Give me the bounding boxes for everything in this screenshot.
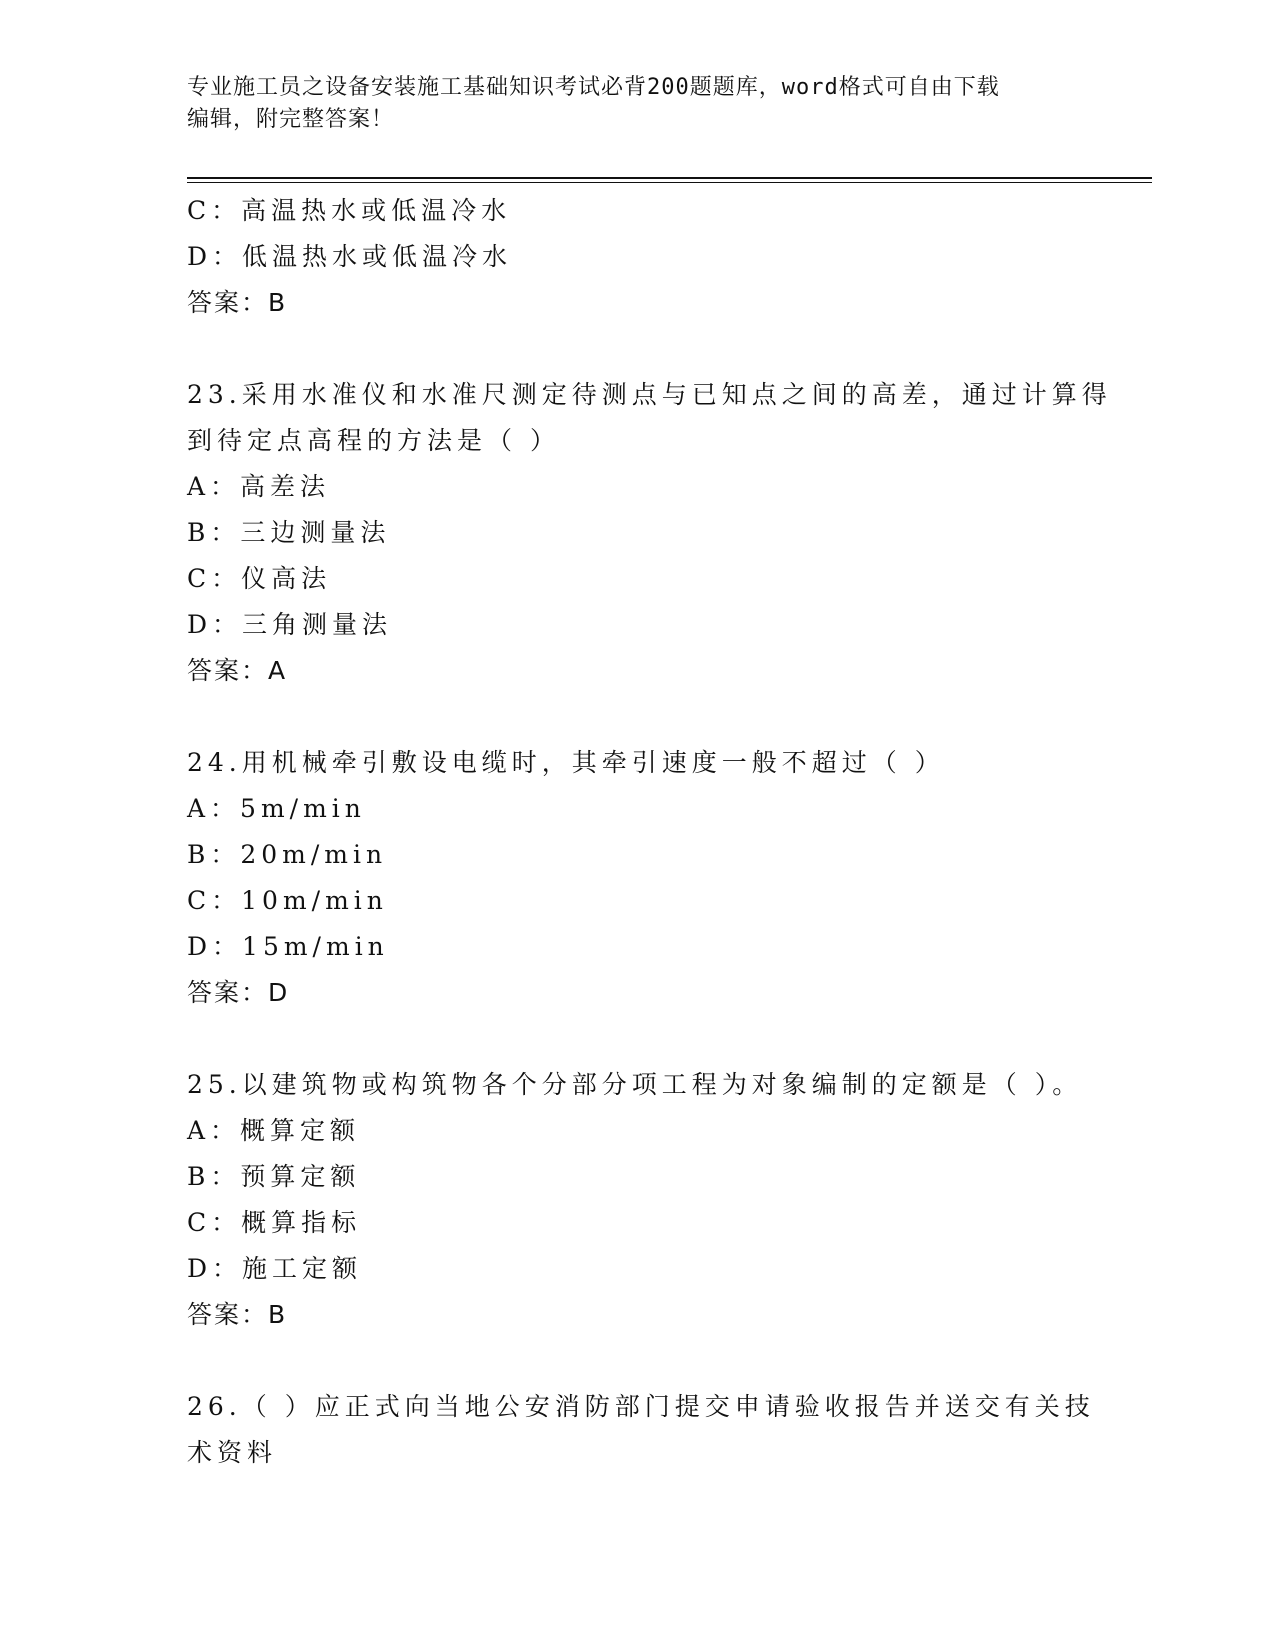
- question-26: [187, 1384, 1095, 1476]
- option-c: C：概算指标: [187, 1208, 362, 1237]
- spacer: [187, 1338, 1087, 1384]
- question-text-continued: 到待定点高程的方法是（ ）: [187, 426, 560, 455]
- option-b: B：20m/min: [187, 840, 388, 869]
- answer-line: 答案：B: [187, 1300, 288, 1329]
- option-d: D：施工定额: [187, 1254, 363, 1283]
- option-c: C：仪高法: [187, 564, 332, 593]
- option-c: C：10m/min: [187, 886, 388, 915]
- option-c: C：高温热水或低温冷水: [187, 196, 512, 225]
- spacer: [187, 694, 1087, 740]
- question-text: 26.（ ）应正式向当地公安消防部门提交申请验收报告并送交有关技: [187, 1392, 1095, 1421]
- question-text-continued: 术资料: [187, 1438, 278, 1467]
- header-line-2: 编辑，附完整答案！: [187, 107, 395, 132]
- option-d: D：15m/min: [187, 932, 389, 961]
- option-d: D：低温热水或低温冷水: [187, 242, 513, 271]
- question-23: [187, 372, 1112, 694]
- option-d: D：三角测量法: [187, 610, 393, 639]
- question-22-continued: [187, 188, 1087, 326]
- question-text: 24.用机械牵引敷设电缆时，其牵引速度一般不超过（ ）: [187, 748, 945, 777]
- option-b: B：三边测量法: [187, 518, 391, 547]
- option-a: A：5m/min: [187, 794, 366, 823]
- question-text: 25.以建筑物或构筑物各个分部分项工程为对象编制的定额是（ ）。: [187, 1070, 1083, 1099]
- answer-line: 答案：A: [187, 656, 288, 685]
- spacer: [187, 326, 1087, 372]
- question-25: [187, 1062, 1087, 1338]
- option-b: B：预算定额: [187, 1162, 361, 1191]
- header-line-1: 专业施工员之设备安装施工基础知识考试必背200题题库，word格式可自由下载: [187, 75, 1000, 100]
- answer-line: 答案：D: [187, 978, 290, 1007]
- spacer: [187, 1016, 1087, 1062]
- document-header: [187, 72, 1087, 136]
- option-a: A：概算定额: [187, 1116, 361, 1145]
- header-divider-thin: [187, 182, 1152, 183]
- question-text: 23.采用水准仪和水准尺测定待测点与已知点之间的高差，通过计算得: [187, 380, 1112, 409]
- question-24: [187, 740, 1087, 1016]
- header-divider-thick: [187, 177, 1152, 179]
- option-a: A：高差法: [187, 472, 331, 501]
- answer-line: 答案：B: [187, 288, 288, 317]
- document-body: [187, 188, 1112, 1476]
